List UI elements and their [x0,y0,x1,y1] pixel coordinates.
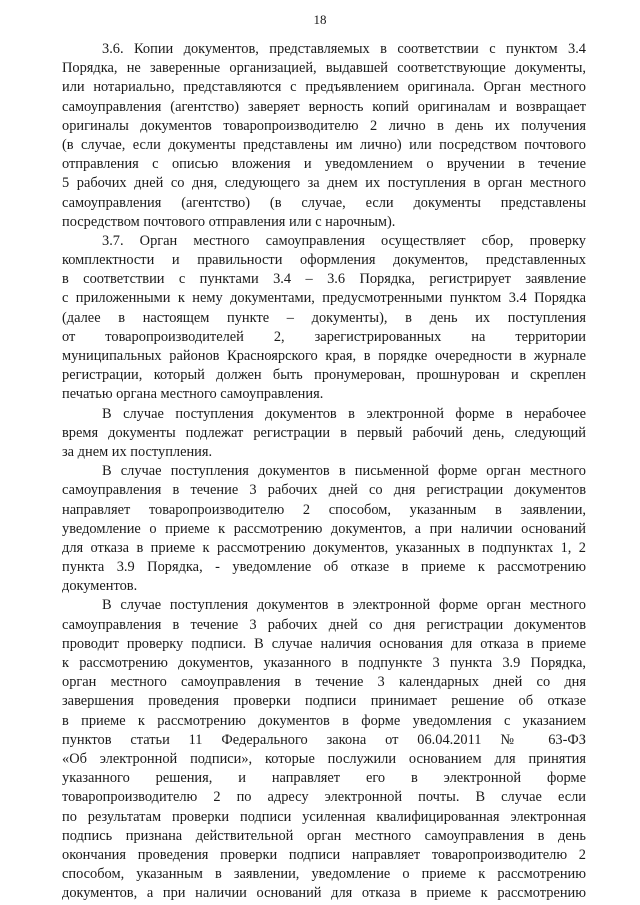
text-line: самоуправления (агентство) заверяет верность копий оригиналам и возвращает [62,98,586,115]
text-line: проводит проверку подписи. В случае наличия основания для отказа в приеме [62,635,586,652]
text-line: 3.7. Орган местного самоуправления осуществляет сбор, проверку [102,232,586,249]
text-line: к рассмотрению документов, указанного в подпункте 3 пункта 3.9 Порядка, [62,655,586,671]
text-line: оригиналы документов товаропроизводителю 2 лично в день их получения [62,117,586,134]
text-line: с приложенными к нему документами, предусмотренными пунктом 3.4 Порядка [62,290,586,307]
text-line: указанного решения, и направляет его в электронной форме [62,770,586,787]
text-line: в соответствии с пунктами 3.4 – 3.6 Порядка, регистрирует заявление [62,271,586,288]
text-line: окончания проведения проверки подписи направляет товаропроизводителю 2 [62,846,586,863]
text-line: самоуправления в течение 3 рабочих дней со дня регистрации документов [62,616,586,633]
text-line: способом, указанным в заявлении, уведомление о приеме к рассмотрению [62,866,586,883]
text-line: по результатам проверки подписи усиленная квалифицированная электронная [62,808,586,825]
text-line: уведомление о приеме к рассмотрению документов, а при наличии оснований [62,520,586,537]
text-line: печатью органа местного самоуправления. [62,386,324,403]
text-line: отправления с описью вложения и уведомлением о вручении в течение [62,156,586,173]
text-line: пункта 3.9 Порядка, - уведомление об отказе в приеме к рассмотрению [62,559,586,576]
text-line: муниципальных районов Красноярского края, в порядке очередности в журнале [62,348,586,364]
text-line: направляет товаропроизводителю 2 способом, указанным в заявлении, [62,501,586,518]
text-line: от товаропроизводителей 2, зарегистрированных на территории [62,328,586,345]
text-line: в приеме к рассмотрению документов в форме уведомления с указанием [62,712,586,729]
text-line: товаропроизводителю 2 по адресу электронной почты. В случае если [62,789,586,806]
text-line: «Об электронной подписи», которые послужили основанием для принятия [62,750,586,767]
text-line: время документы подлежат регистрации в первый рабочий день, следующий [62,424,586,441]
page-number: 18 [313,12,327,27]
text-line: подпись признана действительной орган местного самоуправления в день [62,827,586,844]
text-line: комплектности и правильности оформления документов, представленных [62,252,586,269]
text-line: Порядка, не заверенные организацией, выдавшей соответствующие документы, [62,60,586,77]
text-line: посредством почтового отправления или с нарочным). [62,213,396,230]
text-line: документов, а при наличии оснований для отказа в приеме к рассмотрению [62,885,586,902]
text-line: 5 рабочих дней со дня, следующего за днем их поступления в орган местного [62,175,586,192]
text-line: самоуправления (агентство) (в случае, если документы представлены [62,194,586,211]
text-line: для отказа в приеме к рассмотрению документов, указанных в подпунктах 1, 2 [62,539,586,556]
text-line: регистрации, который должен быть пронумерован, прошнурован и скреплен [62,367,586,384]
text-line: самоуправления в течение 3 рабочих дней со дня регистрации документов [62,482,586,499]
text-line: орган местного самоуправления в течение 3 календарных дней со дня [62,674,586,691]
text-line: за днем их поступления. [62,443,213,460]
text-line: (далее в настоящем пункте – документы), в день их поступления [62,309,586,326]
text-line: 3.6. Копии документов, представляемых в соответствии с пунктом 3.4 [102,41,586,57]
text-line: документов. [62,578,138,595]
text-line: завершения проведения проверки подписи принимает решение об отказе [62,693,586,710]
text-line: или нотариально, представляются с предъявлением оригинала. Орган местного [62,79,586,96]
text-line: В случае поступления документов в электронной форме орган местного [102,597,586,614]
text-line: В случае поступления документов в письменной форме орган местного [102,463,586,480]
text-line: (в случае, если документы представлены им лично) или посредством почтового [62,136,586,153]
text-line: пунктов статьи 11 Федерального закона от 06.04.2011 № 63-ФЗ [62,731,586,748]
text-line: В случае поступления документов в электронной форме в нерабочее [102,405,586,422]
document-body [62,40,586,903]
